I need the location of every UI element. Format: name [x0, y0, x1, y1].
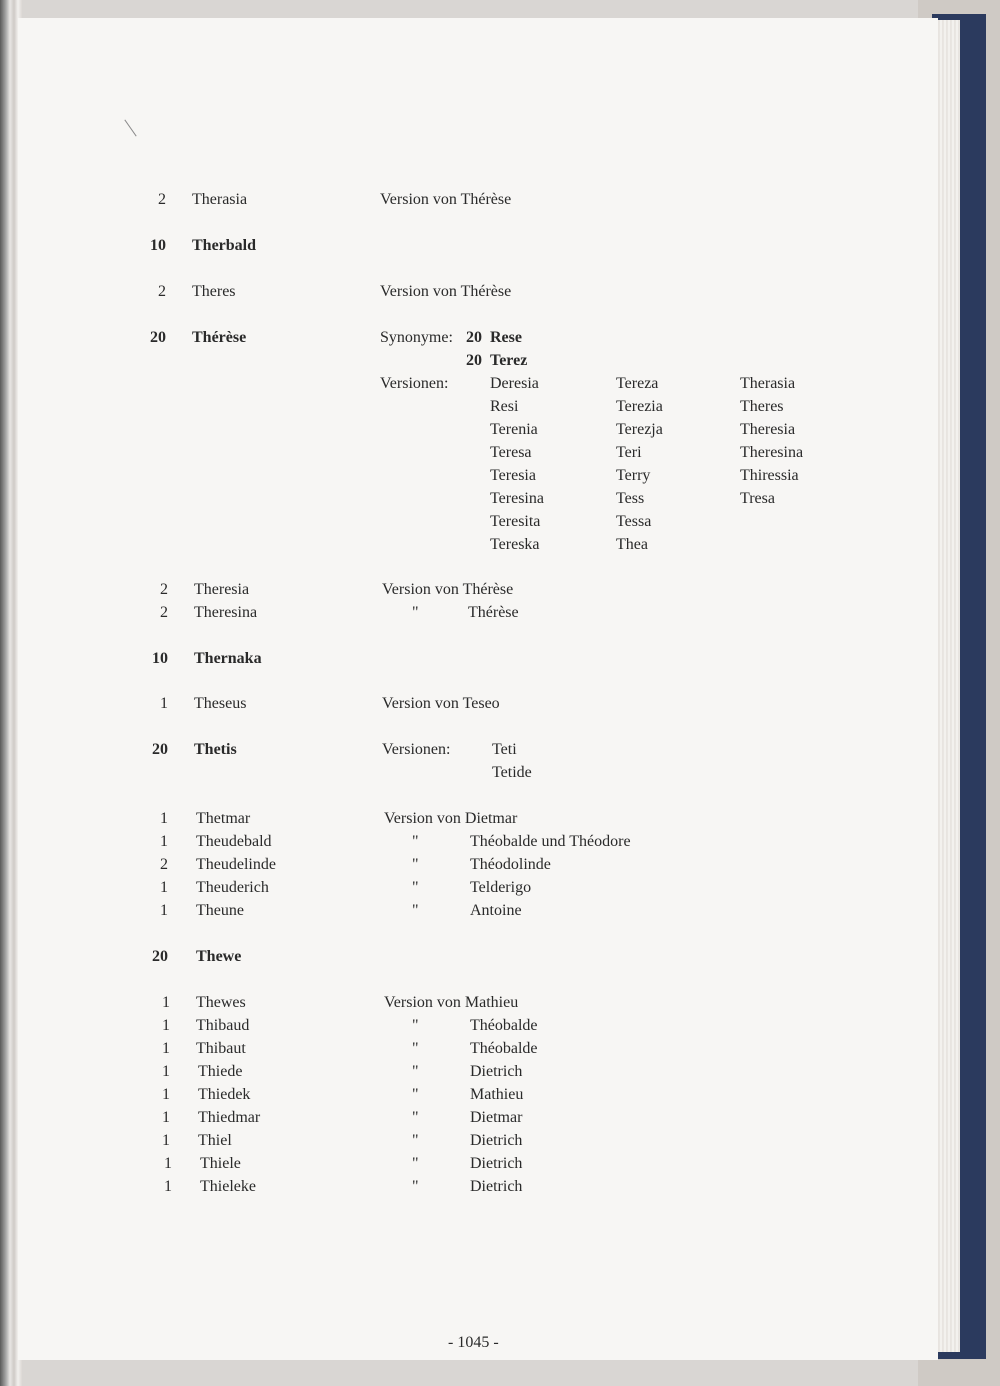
entry-name: Thiele: [200, 1155, 241, 1172]
entry-name: Thiedmar: [198, 1109, 261, 1126]
entry-reference: Dietrich: [470, 1132, 523, 1149]
entry-description: Version von Teseo: [382, 695, 500, 712]
entry-name: Thibaut: [196, 1040, 246, 1057]
entry-reference: Dietrich: [470, 1063, 523, 1080]
version-item: Teti: [492, 741, 517, 758]
version-item: Tessa: [616, 513, 652, 530]
entry-name: Theudebald: [196, 833, 272, 850]
entry-count: 2: [160, 856, 168, 873]
entry-name: Theudelinde: [196, 856, 276, 873]
version-item: Tresa: [740, 490, 775, 507]
entry-reference: Telderigo: [470, 879, 532, 896]
version-item: Terezia: [616, 398, 663, 415]
entry-count: 1: [160, 695, 168, 712]
entry-name: Theseus: [194, 695, 247, 712]
ditto-mark: ": [412, 1017, 419, 1034]
entry-count: 1: [160, 810, 168, 827]
entry-count: 1: [162, 1040, 170, 1057]
entry-reference: Antoine: [470, 902, 522, 919]
version-item: Theresia: [740, 421, 796, 438]
entry-reference: Thérèse: [468, 604, 519, 621]
entry-count: 1: [162, 1017, 170, 1034]
entry-count: 2: [158, 283, 166, 300]
entry-name: Theune: [196, 902, 244, 919]
entry-name: Thiedek: [198, 1086, 251, 1103]
version-item: Tetide: [492, 764, 532, 781]
entry-count: 20: [152, 948, 168, 965]
versionen-label: Versionen:: [380, 375, 449, 392]
entry-count: 1: [162, 1109, 170, 1126]
entry-name: Thiel: [198, 1132, 232, 1149]
entry-name: Thibaud: [196, 1017, 250, 1034]
entry-name: Thewe: [196, 948, 242, 965]
synonyme-label: Synonyme:: [380, 329, 453, 346]
entry-reference: Dietrich: [470, 1178, 523, 1195]
entry-count: 10: [150, 237, 166, 254]
version-item: Terenia: [490, 421, 538, 438]
synonym-count: 20: [466, 352, 482, 369]
entry-count: 1: [162, 1086, 170, 1103]
ditto-mark: ": [412, 902, 419, 919]
entry-count: 2: [160, 581, 168, 598]
entry-count: 20: [150, 329, 166, 346]
ditto-mark: ": [412, 879, 419, 896]
ditto-mark: ": [412, 1178, 419, 1195]
entry-count: 10: [152, 650, 168, 667]
entry-count: 2: [158, 191, 166, 208]
version-item: Theres: [740, 398, 784, 415]
version-item: Thea: [616, 536, 648, 553]
version-item: Tereska: [490, 536, 540, 553]
version-item: Terezja: [616, 421, 663, 438]
entry-reference: Théobalde: [470, 1040, 538, 1057]
entry-name: Theresia: [194, 581, 250, 598]
entry-count: 20: [152, 741, 168, 758]
entry-count: 1: [164, 1155, 172, 1172]
entry-count: 1: [162, 1063, 170, 1080]
synonym-name: Terez: [490, 352, 528, 369]
ditto-mark: ": [412, 1086, 419, 1103]
book-page: [18, 18, 938, 1360]
entry-description: Version von Thérèse: [380, 191, 512, 208]
entry-count: 1: [160, 879, 168, 896]
entry-name: Therasia: [192, 191, 248, 208]
ditto-mark: ": [412, 1063, 419, 1080]
entry-description: Version von Dietmar: [384, 810, 518, 827]
version-item: Tess: [616, 490, 645, 507]
entry-name: Theres: [192, 283, 236, 300]
page-number: - 1045 -: [448, 1334, 499, 1351]
version-item: Teresia: [490, 467, 536, 484]
ditto-mark: ": [412, 856, 419, 873]
version-item: Therasia: [740, 375, 796, 392]
synonym-name: Rese: [490, 329, 522, 346]
entry-name: Thieleke: [200, 1178, 256, 1195]
entry-description: Version von Thérèse: [382, 581, 514, 598]
ditto-mark: ": [412, 833, 419, 850]
version-item: Teresita: [490, 513, 541, 530]
version-item: Teri: [616, 444, 642, 461]
entry-description: Version von Thérèse: [380, 283, 512, 300]
ditto-mark: ": [412, 604, 419, 621]
entry-name: Thewes: [196, 994, 246, 1011]
entry-name: Therbald: [192, 237, 257, 254]
pencil-mark: [124, 120, 136, 137]
entry-name: Thérèse: [192, 329, 247, 346]
entry-reference: Mathieu: [470, 1086, 524, 1103]
entry-name: Thetis: [194, 741, 237, 758]
entry-count: 1: [160, 902, 168, 919]
entry-reference: Théobalde und Théodore: [470, 833, 631, 850]
entry-name: Thetmar: [196, 810, 251, 827]
version-item: Thiressia: [740, 467, 799, 484]
entry-count: 2: [160, 604, 168, 621]
version-item: Theresina: [740, 444, 804, 461]
ditto-mark: ": [412, 1109, 419, 1126]
entry-count: 1: [162, 994, 170, 1011]
entry-reference: Dietmar: [470, 1109, 523, 1126]
ditto-mark: ": [412, 1040, 419, 1057]
entry-count: 1: [162, 1132, 170, 1149]
entry-description: Versionen:: [382, 741, 451, 758]
entry-reference: Théodolinde: [470, 856, 551, 873]
entry-name: Theresina: [194, 604, 258, 621]
entry-name: Thiede: [198, 1063, 243, 1080]
entry-count: 1: [164, 1178, 172, 1195]
version-item: Teresina: [490, 490, 544, 507]
entry-reference: Théobalde: [470, 1017, 538, 1034]
version-item: Terry: [616, 467, 651, 484]
entry-count: 1: [160, 833, 168, 850]
ditto-mark: ": [412, 1155, 419, 1172]
ditto-mark: ": [412, 1132, 419, 1149]
version-item: Resi: [490, 398, 519, 415]
version-item: Deresia: [490, 375, 539, 392]
version-item: Tereza: [616, 375, 659, 392]
entry-reference: Dietrich: [470, 1155, 523, 1172]
entry-description: Version von Mathieu: [384, 994, 519, 1011]
entry-name: Theuderich: [196, 879, 269, 896]
entry-name: Thernaka: [194, 650, 262, 667]
synonym-count: 20: [466, 329, 482, 346]
version-item: Teresa: [490, 444, 532, 461]
